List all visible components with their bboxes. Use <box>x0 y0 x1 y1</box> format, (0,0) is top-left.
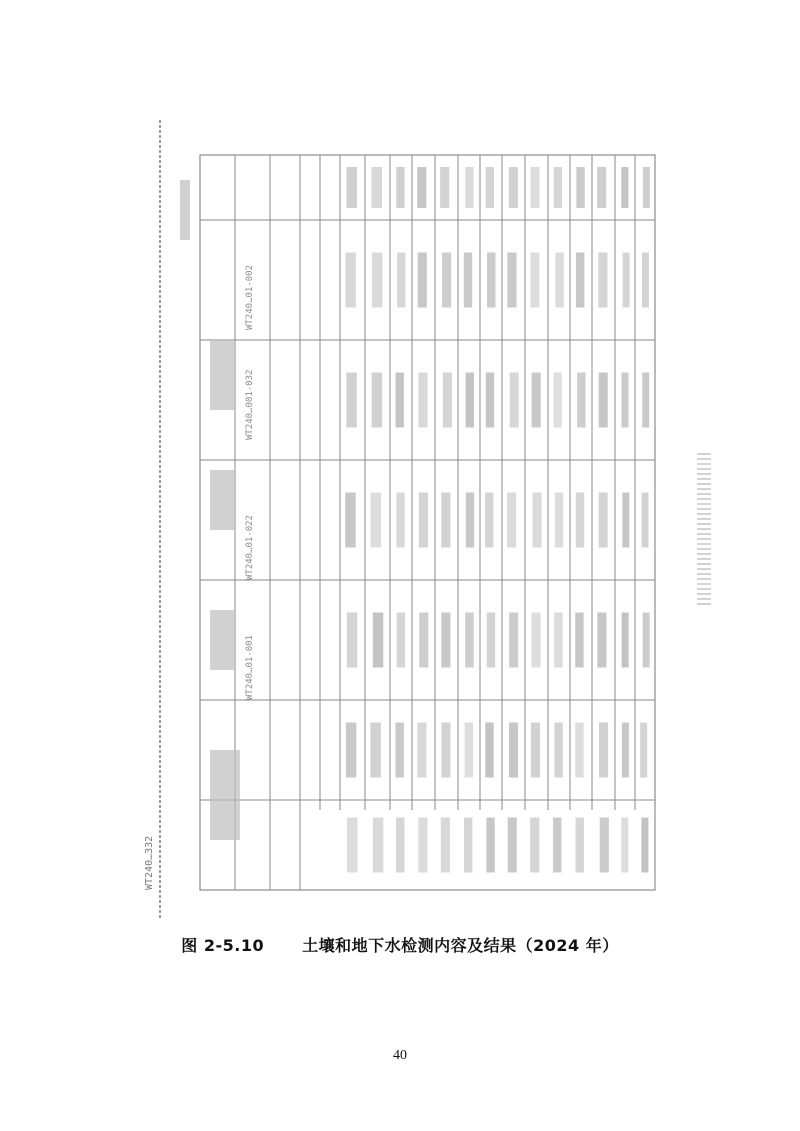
scan-cell-text <box>530 253 539 308</box>
scan-cell-text <box>553 818 561 873</box>
scan-cell-text <box>597 167 606 208</box>
scan-cell-text <box>487 613 495 668</box>
scan-header-text <box>210 750 240 840</box>
scan-cell-text <box>371 167 382 208</box>
scan-cell-text <box>600 818 609 873</box>
scan-cell-text <box>372 253 383 308</box>
scan-cell-text <box>464 253 472 308</box>
scan-header-text <box>180 180 190 240</box>
scan-cell-text <box>418 818 427 873</box>
scan-cell-text <box>531 167 540 208</box>
scan-cell-text <box>621 373 628 428</box>
scan-cell-text <box>396 167 404 208</box>
scan-cell-text <box>576 167 584 208</box>
scan-cell-text <box>622 723 629 778</box>
scan-cell-text <box>599 723 608 778</box>
figure-caption <box>0 933 800 956</box>
scan-cell-text <box>554 723 562 778</box>
scan-cell-text <box>553 373 561 428</box>
scan-cell-text <box>465 613 473 668</box>
scan-header-text <box>210 340 235 410</box>
scan-cell-text <box>417 167 426 208</box>
scan-cell-text <box>346 723 357 778</box>
scan-cell-text <box>419 613 428 668</box>
scan-cell-text <box>597 613 606 668</box>
scan-cell-text <box>418 253 427 308</box>
scan-cell-text <box>346 167 357 208</box>
scan-cell-text <box>642 373 649 428</box>
scan-header-text <box>210 610 235 670</box>
scan-cell-text <box>576 253 584 308</box>
scan-cell-text <box>507 493 516 548</box>
scan-cell-text <box>577 373 585 428</box>
scan-cell-text <box>486 373 494 428</box>
scan-cell-text <box>575 723 583 778</box>
scan-cell-text <box>441 493 450 548</box>
scan-cell-text <box>485 723 493 778</box>
scan-cell-text <box>347 613 358 668</box>
scan-cell-text <box>642 253 649 308</box>
scan-cell-text <box>485 493 493 548</box>
scan-cell-text <box>622 613 629 668</box>
scan-cell-text <box>441 818 450 873</box>
scan-cell-text <box>623 253 630 308</box>
scan-cell-text <box>345 253 356 308</box>
scan-cell-text <box>599 493 608 548</box>
scan-cell-text <box>643 167 650 208</box>
sample-id-2: WT240…01-022 <box>245 514 255 580</box>
scan-cell-text <box>347 818 358 873</box>
scan-cell-text <box>417 723 426 778</box>
scan-cell-text <box>486 167 494 208</box>
scan-cell-text <box>554 613 562 668</box>
scan-cell-text <box>396 493 404 548</box>
scan-cell-text <box>575 613 583 668</box>
scan-cell-text <box>486 818 494 873</box>
scan-cell-text <box>487 253 495 308</box>
sample-id-3: WT240…01-002 <box>245 264 255 330</box>
scan-cell-text <box>576 493 584 548</box>
scan-cell-text <box>442 253 451 308</box>
scan-cell-text <box>555 493 563 548</box>
scan-cell-text <box>508 818 517 873</box>
report-code-text: WT240…332 <box>144 835 155 890</box>
scan-cell-text <box>510 373 519 428</box>
scanned-report-image <box>140 110 670 920</box>
scan-cell-text <box>345 493 356 548</box>
scan-cell-text <box>641 818 648 873</box>
scan-cell-text <box>373 818 384 873</box>
scan-cell-text <box>466 373 474 428</box>
scan-cell-text <box>554 167 562 208</box>
scan-cell-text <box>464 818 472 873</box>
sample-id-1: WT240…001-032 <box>245 369 255 440</box>
scan-cell-text <box>531 723 540 778</box>
scan-cell-text <box>533 493 542 548</box>
scan-cell-text <box>373 613 384 668</box>
scan-cell-text <box>509 723 518 778</box>
scan-cell-text <box>371 493 382 548</box>
scan-cell-text <box>372 373 383 428</box>
scan-cell-text <box>465 723 473 778</box>
sample-id-4: WT240…01-001 <box>245 634 255 700</box>
scan-cell-text <box>395 723 403 778</box>
scan-cell-text <box>397 253 405 308</box>
page-number: 40 <box>393 1048 407 1063</box>
scan-cell-text <box>465 167 473 208</box>
side-stamp-text <box>697 450 711 605</box>
scan-cell-text <box>532 373 541 428</box>
figure-title: 土壤和地下水检测内容及结果（2024 年） <box>302 936 619 955</box>
scan-cell-text <box>576 818 584 873</box>
scan-cell-text <box>598 253 607 308</box>
scan-cell-text <box>418 373 427 428</box>
scan-cell-text <box>642 493 649 548</box>
scan-cell-text <box>599 373 608 428</box>
scan-cell-text <box>441 613 450 668</box>
scan-cell-text <box>370 723 381 778</box>
figure-number: 图 2-5.10 <box>181 936 265 955</box>
scan-cell-text <box>507 253 516 308</box>
scan-cell-text <box>509 613 518 668</box>
scan-cell-text <box>531 613 540 668</box>
scan-cell-text <box>419 493 428 548</box>
scan-cell-text <box>530 818 539 873</box>
scan-cell-text <box>396 373 404 428</box>
scan-cell-text <box>346 373 357 428</box>
rotated-table-scan <box>140 110 670 920</box>
scan-cell-text <box>621 818 628 873</box>
scan-cell-text <box>441 723 450 778</box>
scan-cell-text <box>622 493 629 548</box>
scan-cell-text <box>621 167 628 208</box>
scan-cell-text <box>555 253 563 308</box>
scan-header-text <box>210 470 235 530</box>
scan-cell-text <box>466 493 474 548</box>
scan-cell-text <box>509 167 518 208</box>
scan-cell-text <box>443 373 452 428</box>
scan-cell-text <box>640 723 647 778</box>
scan-cell-text <box>397 613 405 668</box>
scan-cell-text <box>440 167 449 208</box>
scan-cell-text <box>643 613 650 668</box>
scan-cell-text <box>396 818 404 873</box>
